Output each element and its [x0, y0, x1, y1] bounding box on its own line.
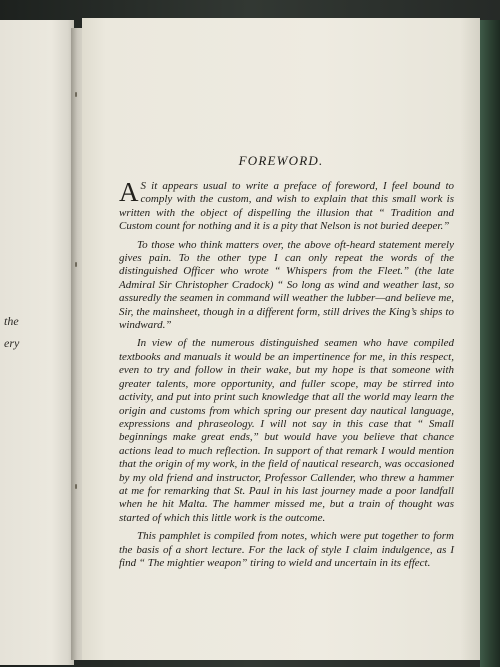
left-page: [0, 20, 74, 665]
paragraph-3: In view of the numerous distinguished seamen who have compiled textbooks and manuals it would be an impertinence for me, in this respect, even to try and follow in their wake, but my hope is that someone with greater talents, more opportunity, and fuller scope, may be stirred into activity, and put into print such knowledge that all the world may learn the origin and customs from which spring our present day nautical language, expressions and phraseology. I will not say in this case that “ Small beginnings make great ends,” but would have you believe that chance actions lead to much reflection. In support of that remark I would mention that the origin of my work, in the field of nautical research, was occasioned by my old friend and instructor, Professor Callender, who threw a hammer at me for remarking that St. Paul in his last journey made a poor landfall when he hit Malta. The hammer missed me, but a train of thought was started of which this little work is the outcome.: [119, 337, 454, 524]
binding-stitch: [75, 484, 77, 489]
left-page-text-fragment: the: [4, 314, 19, 328]
paragraph-2: To those who think matters over, the above oft-heard statement merely gives pain. To the other type I can only repeat the words of the distinguished Officer who wrote “ Whispers from the Fleet.” (the late Admiral Sir Christopher Cradock) “ So long as wind and weather last, so assuredly the seamen in command will weather the lubber—and believe me, Sir, the mainsheet, though in a different form, still drives the King’s ships to windward.”: [119, 238, 454, 332]
left-page-text-fragment: ery: [4, 336, 20, 350]
book-cover-edge: [480, 20, 500, 667]
binding-stitch: [75, 92, 77, 97]
binding-stitch: [75, 262, 77, 267]
page-heading: FOREWORD.: [238, 153, 324, 168]
foreword-body: [119, 177, 454, 575]
paragraph-1: [119, 177, 454, 234]
drop-cap: A: [119, 177, 139, 207]
paragraph-4: This pamphlet is compiled from notes, which were put together to form the basis of a short lecture. For the lack of style I claim indulgence, as I find “ The mightier weapon” tiring to wield and uncertain in its effect.: [119, 530, 454, 569]
paragraph-1-text: S it appears usual to write a preface of foreword, I feel bound to comply with the custom, and wish to explain that this small work is written with the object of dispelling the illusion that “ Tradition and Custom count for nothing and it is a pity that Nelson is not buried deeper.”: [119, 180, 454, 233]
